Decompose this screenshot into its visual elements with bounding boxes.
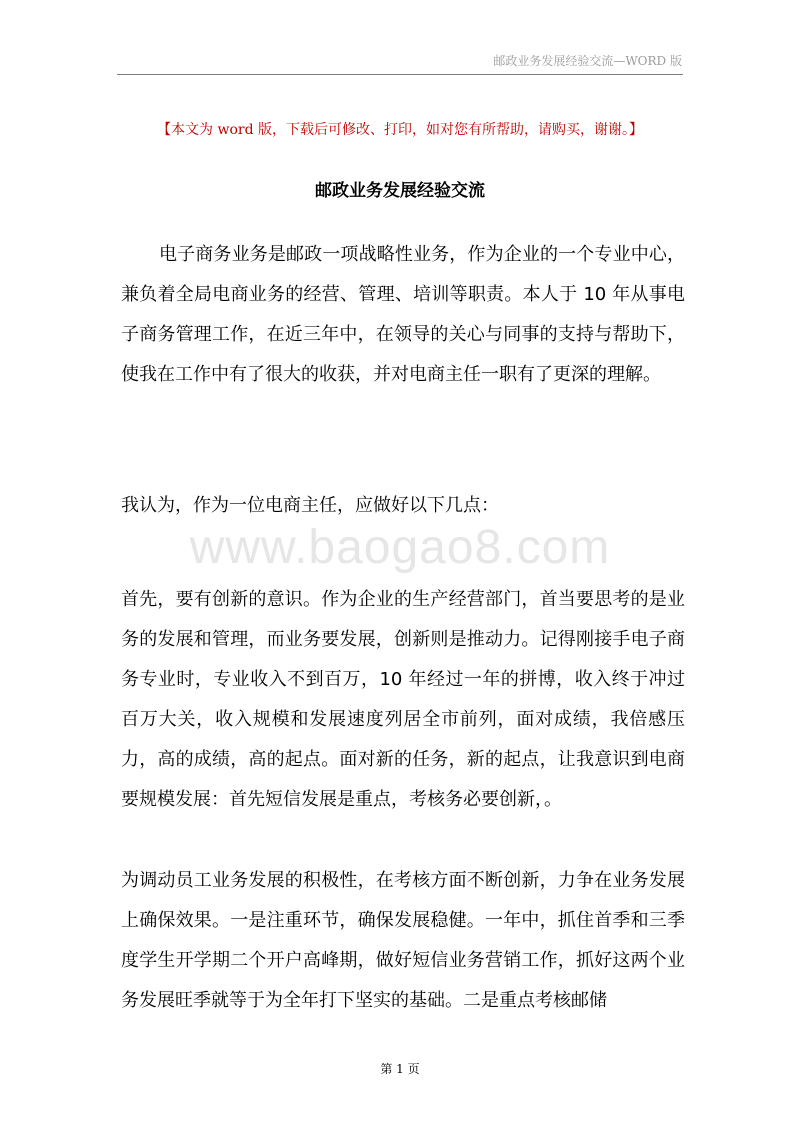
paragraph-2: 我认为，作为一位电商主任，应做好以下几点： [121,495,499,516]
running-header: 邮政业务发展经验交流—WORD 版 [493,54,682,68]
page-number: 第 1 页 [380,1062,420,1076]
document-title: 邮政业务发展经验交流 [315,181,485,201]
paragraph-4: 为调动员工业务发展的积极性，在考核方面不断创新，力争在业务发展上确保效果。一是注重环节，确保发展稳健。一年中，抓住首季和三季度学生开学期二个开户高峰期，做好短信业务营销工作，抓好这两个业务发展旺季就等于为全年打下坚实的基础。二是重点考核邮储 [121,870,685,1011]
header-divider [117,74,683,75]
paragraph-1: 电子商务业务是邮政一项战略性业务，作为企业的一个专业中心，兼负着全局电商业务的经营、管理、培训等职责。本人于 10 年从事电子商务管理工作，在近三年中，在领导的关心与同事的支持与帮助下，使我在工作中有了很大的收获，并对电商主任一职有了更深的理解。 [121,244,685,385]
paragraph-3: 首先，要有创新的意识。作为企业的生产经营部门，首当要思考的是业务的发展和管理，而业务要发展，创新则是推动力。记得刚接手电子商务专业时，专业收入不到百万，10 年经过一年的拼博，收入终于冲过百万大关，收入规模和发展速度列居全市前列，面对成绩，我倍感压力，高的成绩，高的起点。面对新的任务，新的起点，让我意识到电商要规模发展：首先短信发展是重点，考核务必要创新，。 [121,589,685,810]
watermark-text: www.baogao8.com [189,521,611,574]
purchase-notice: 【本文为 word 版，下载后可修改、打印，如对您有所帮助，请购买，谢谢。】 [157,122,643,138]
